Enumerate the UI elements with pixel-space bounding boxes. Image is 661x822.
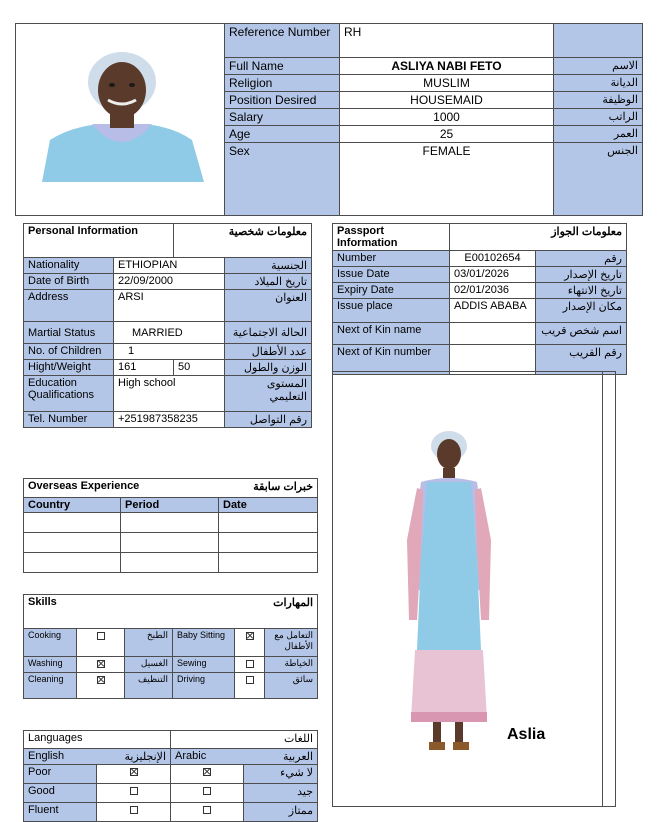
tel-value: +251987358235 — [114, 412, 225, 428]
salary-ar: الراتب — [554, 109, 643, 126]
skill-cleaning-checkbox[interactable] — [77, 673, 125, 699]
address-value: ARSI — [114, 290, 225, 322]
hw-label: Hight/Weight — [24, 360, 114, 376]
skill-sewing-label: Sewing — [173, 657, 235, 673]
level-good-ar: جيد — [244, 784, 318, 803]
marital-value: MARRIED — [114, 322, 225, 344]
header-table — [224, 23, 643, 216]
marital-ar: الحالة الاجتماعية — [225, 322, 312, 344]
checkbox-checked-icon[interactable] — [130, 768, 138, 776]
overseas-title-ar: خبرات سابقة — [219, 479, 318, 498]
issue-date-ar: تاريخ الإصدار — [536, 267, 627, 283]
checkbox-checked-icon[interactable] — [97, 660, 105, 668]
checkbox-empty-icon[interactable] — [246, 676, 254, 684]
sex-label: Sex — [225, 143, 340, 216]
passport-number-label: Number — [333, 251, 450, 267]
checkbox-empty-icon[interactable] — [130, 787, 138, 795]
overseas-row — [24, 533, 318, 553]
skill-cooking-ar: الطبخ — [125, 629, 173, 657]
language-english: English — [24, 749, 97, 765]
portrait-photo — [32, 30, 212, 182]
sex-ar: الجنس — [554, 143, 643, 216]
languages-table — [23, 730, 318, 822]
issue-place-value: ADDIS ABABA — [450, 299, 536, 323]
passport-title-ar: معلومات الجواز — [450, 224, 627, 251]
religion-value: MUSLIM — [340, 75, 554, 92]
issue-place-ar: مكان الإصدار — [536, 299, 627, 323]
skill-sewing-checkbox[interactable] — [235, 657, 265, 673]
children-ar: عدد الأطفال — [225, 344, 312, 360]
checkbox-empty-icon[interactable] — [203, 787, 211, 795]
reference-ar — [554, 24, 643, 58]
age-label: Age — [225, 126, 340, 143]
kin-name-label: Next of Kin name — [333, 323, 450, 345]
sex-value: FEMALE — [340, 143, 554, 216]
issue-place-label: Issue place — [333, 299, 450, 323]
dob-value: 22/09/2000 — [114, 274, 225, 290]
salary-value: 1000 — [340, 109, 554, 126]
position-ar: الوظيفة — [554, 92, 643, 109]
level-good-label: Good — [24, 784, 97, 803]
children-value: 1 — [114, 344, 225, 360]
dob-label: Date of Birth — [24, 274, 114, 290]
fullbody-photo-frame — [332, 371, 616, 807]
personal-title: Personal Information — [24, 224, 174, 258]
tel-ar: رقم التواصل — [225, 412, 312, 428]
level-fluent-ar: ممتاز — [244, 803, 318, 822]
skill-sewing-ar: الخياطة — [265, 657, 318, 673]
skills-title: Skills — [24, 595, 173, 629]
skill-washing-ar: الغسيل — [125, 657, 173, 673]
level-fluent-label: Fluent — [24, 803, 97, 822]
language-arabic: Arabic — [171, 749, 244, 765]
nationality-value: ETHIOPIAN — [114, 258, 225, 274]
portrait-figure — [32, 30, 212, 182]
checkbox-empty-icon[interactable] — [203, 806, 211, 814]
address-ar: العنوان — [225, 290, 312, 322]
checkbox-empty-icon[interactable] — [130, 806, 138, 814]
arabic-poor-checkbox[interactable] — [171, 765, 244, 784]
skill-babysitting-label: Baby Sitting — [173, 629, 235, 657]
skill-cooking-checkbox[interactable] — [77, 629, 125, 657]
address-label: Address — [24, 290, 114, 322]
marital-label: Martial Status — [24, 322, 114, 344]
skill-babysitting-ar: التعامل مع الأطفال — [265, 629, 318, 657]
checkbox-checked-icon[interactable] — [97, 676, 105, 684]
nationality-ar: الجنسية — [225, 258, 312, 274]
fullbody-frame-divider — [602, 372, 603, 806]
skill-cleaning-label: Cleaning — [24, 673, 77, 699]
religion-label: Religion — [225, 75, 340, 92]
fullname-label: Full Name — [225, 58, 340, 75]
weight-value: 50 — [174, 360, 225, 376]
arabic-fluent-checkbox[interactable] — [171, 803, 244, 822]
checkbox-empty-icon[interactable] — [246, 660, 254, 668]
arabic-good-checkbox[interactable] — [171, 784, 244, 803]
hw-ar: الوزن والطول — [225, 360, 312, 376]
nationality-label: Nationality — [24, 258, 114, 274]
skill-driving-label: Driving — [173, 673, 235, 699]
overseas-table — [23, 478, 318, 573]
english-fluent-checkbox[interactable] — [97, 803, 171, 822]
level-poor-ar: لا شيء — [244, 765, 318, 784]
overseas-col-date: Date — [219, 498, 318, 513]
overseas-col-period: Period — [121, 498, 219, 513]
skill-babysitting-checkbox[interactable] — [235, 629, 265, 657]
personal-title-ar: معلومات شخصية — [174, 224, 312, 258]
position-label: Position Desired — [225, 92, 340, 109]
kin-number-label: Next of Kin number — [333, 345, 450, 375]
checkbox-checked-icon[interactable] — [246, 632, 254, 640]
skill-washing-label: Washing — [24, 657, 77, 673]
checkbox-empty-icon[interactable] — [97, 632, 105, 640]
fullname-value: ASLIYA NABI FETO — [340, 58, 554, 75]
photo-caption: Aslia — [507, 726, 546, 743]
passport-title: Passport Information — [333, 224, 450, 251]
language-english-ar: الإنجليزية — [97, 749, 171, 765]
education-ar: المستوى التعليمي — [225, 376, 312, 412]
expiry-date-value: 02/01/2036 — [450, 283, 536, 299]
reference-value: RH — [340, 24, 554, 58]
education-value: High school — [114, 376, 225, 412]
skill-cooking-label: Cooking — [24, 629, 77, 657]
fullbody-figure — [399, 430, 499, 756]
overseas-title: Overseas Experience — [24, 479, 219, 498]
religion-ar: الديانة — [554, 75, 643, 92]
skill-driving-checkbox[interactable] — [235, 673, 265, 699]
skill-driving-ar: سائق — [265, 673, 318, 699]
skill-cleaning-ar: التنظيف — [125, 673, 173, 699]
position-value: HOUSEMAID — [340, 92, 554, 109]
english-good-checkbox[interactable] — [97, 784, 171, 803]
checkbox-checked-icon[interactable] — [203, 768, 211, 776]
english-poor-checkbox[interactable] — [97, 765, 171, 784]
overseas-row — [24, 513, 318, 533]
languages-title: Languages — [24, 731, 171, 749]
overseas-row — [24, 553, 318, 573]
skill-washing-checkbox[interactable] — [77, 657, 125, 673]
skills-table — [23, 594, 318, 699]
education-label: Education Qualifications — [24, 376, 114, 412]
kin-number-ar: رقم القريب — [536, 345, 627, 375]
dob-ar: تاريخ الميلاد — [225, 274, 312, 290]
passport-info-table — [332, 223, 627, 375]
height-value: 161 — [114, 360, 174, 376]
age-value: 25 — [340, 126, 554, 143]
passport-number-ar: رقم — [536, 251, 627, 267]
languages-title-ar: اللغات — [171, 731, 318, 749]
issue-date-value: 03/01/2026 — [450, 267, 536, 283]
reference-label: Reference Number — [225, 24, 340, 58]
tel-label: Tel. Number — [24, 412, 114, 428]
level-poor-label: Poor — [24, 765, 97, 784]
skills-title-ar: المهارات — [173, 595, 318, 629]
salary-label: Salary — [225, 109, 340, 126]
kin-number-value — [450, 345, 536, 375]
language-arabic-ar: العربية — [244, 749, 318, 765]
fullname-ar: الاسم — [554, 58, 643, 75]
children-label: No. of Children — [24, 344, 114, 360]
personal-info-table — [23, 223, 312, 428]
passport-number-value: E00102654 — [450, 251, 536, 267]
expiry-date-label: Expiry Date — [333, 283, 450, 299]
kin-name-ar: اسم شخص قريب — [536, 323, 627, 345]
expiry-date-ar: تاريخ الانتهاء — [536, 283, 627, 299]
issue-date-label: Issue Date — [333, 267, 450, 283]
overseas-col-country: Country — [24, 498, 121, 513]
age-ar: العمر — [554, 126, 643, 143]
kin-name-value — [450, 323, 536, 345]
